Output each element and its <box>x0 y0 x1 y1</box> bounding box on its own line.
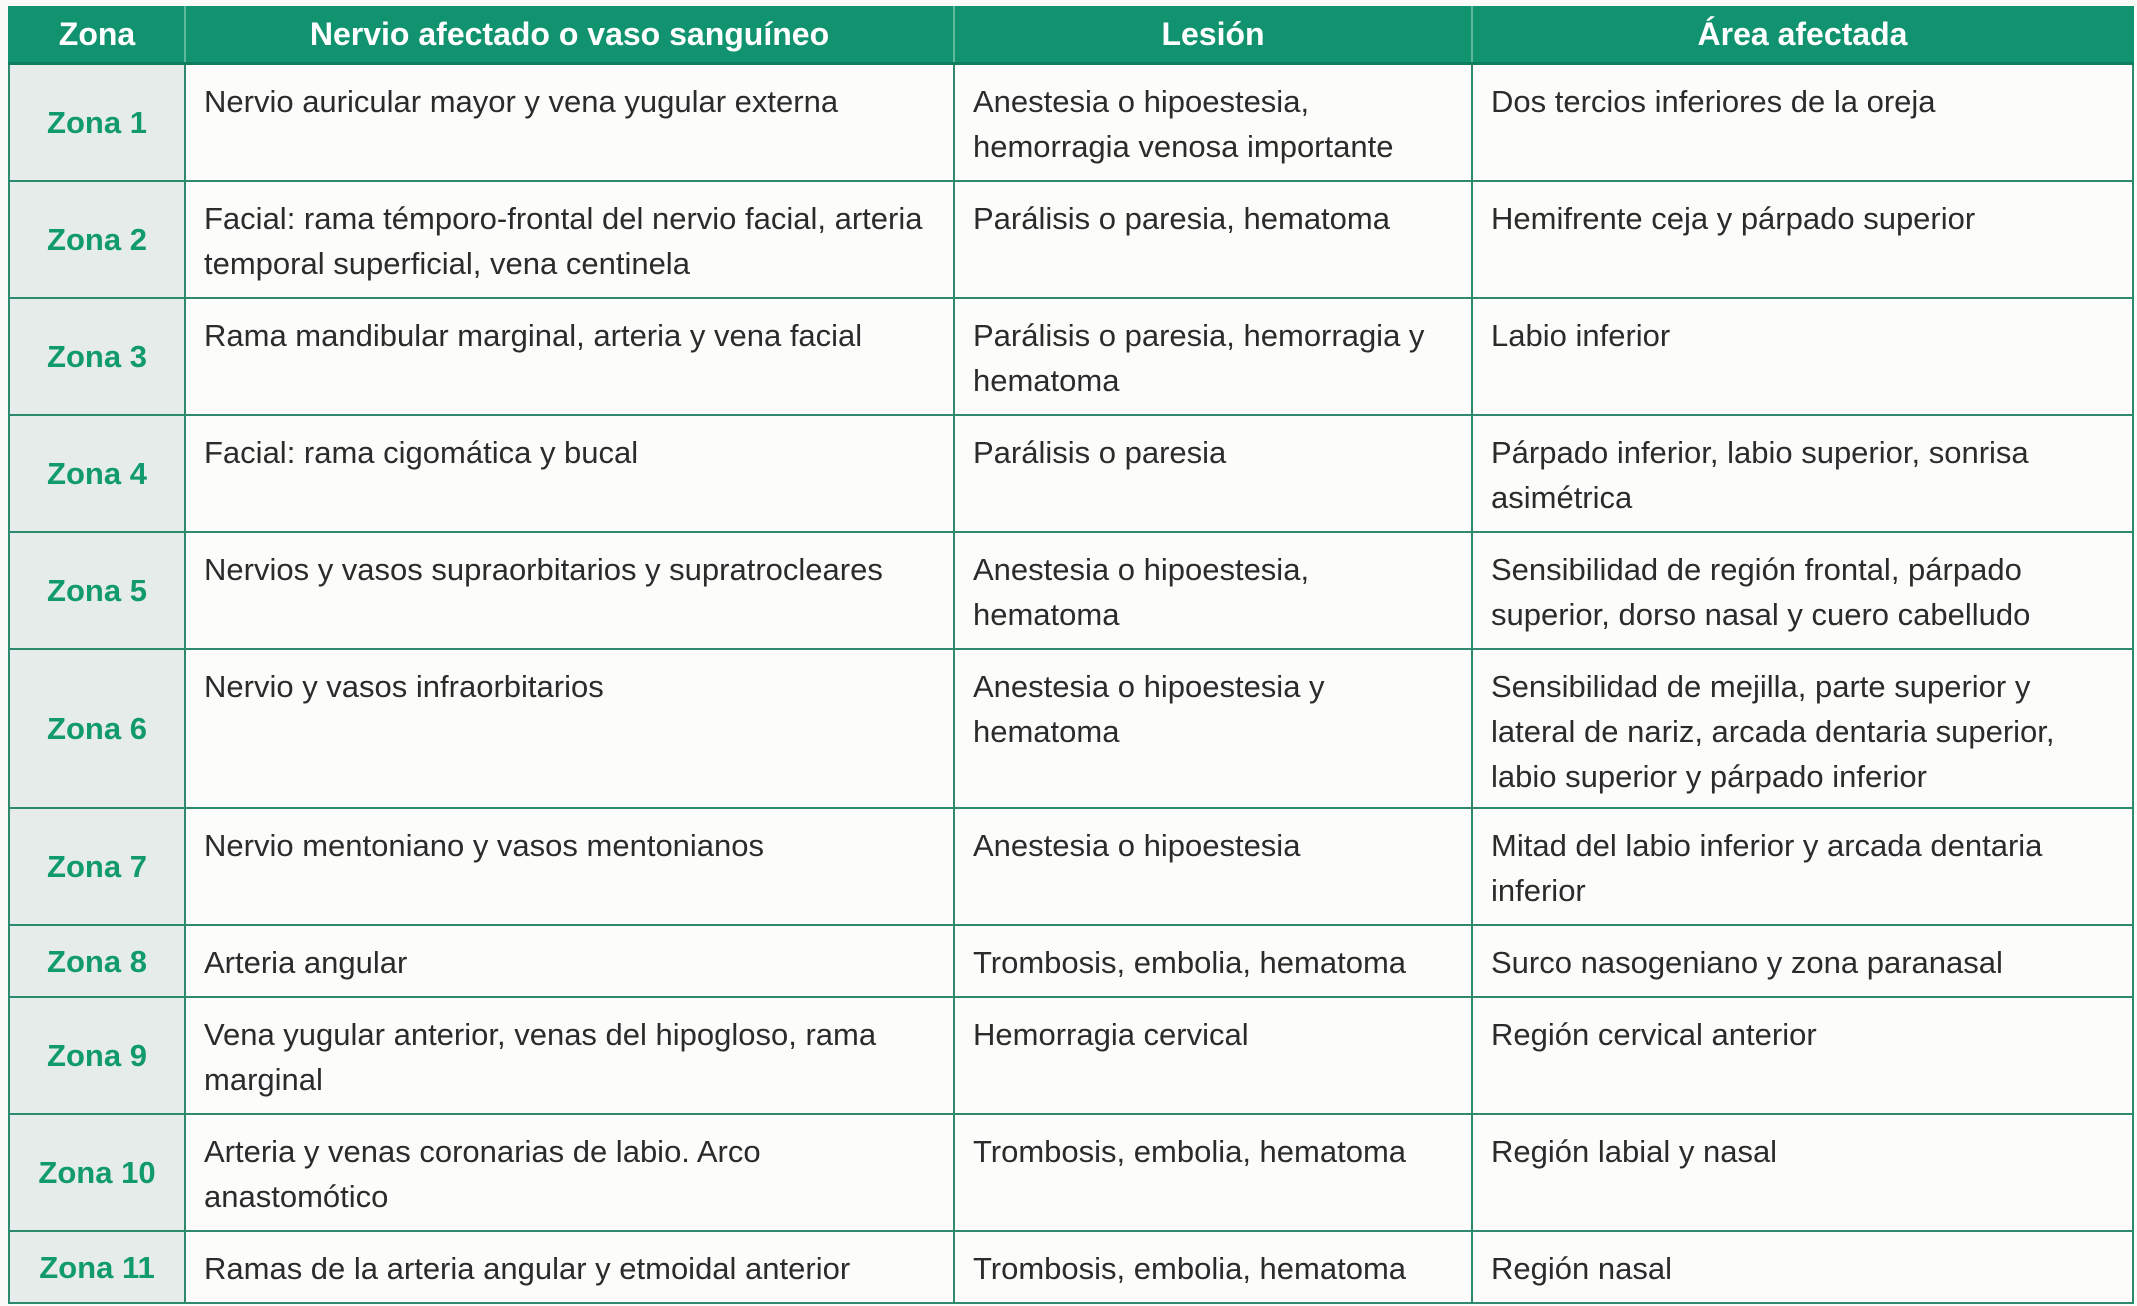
zone-label: Zona 8 <box>9 925 185 997</box>
nerve-cell: Ramas de la arteria angular y etmoidal anterior <box>185 1231 954 1303</box>
table-row <box>9 415 2133 532</box>
area-cell: Hemifrente ceja y párpado superior <box>1472 181 2133 298</box>
lesion-cell: Anestesia o hipoestesia <box>954 808 1472 925</box>
zone-label: Zona 7 <box>9 808 185 925</box>
zone-label: Zona 10 <box>9 1114 185 1231</box>
zone-label: Zona 2 <box>9 181 185 298</box>
table-row <box>9 1114 2133 1231</box>
table-row <box>9 649 2133 808</box>
table-row <box>9 532 2133 649</box>
lesion-cell: Trombosis, embolia, hematoma <box>954 925 1472 997</box>
zone-label: Zona 3 <box>9 298 185 415</box>
nerve-cell: Nervio mentoniano y vasos mentonianos <box>185 808 954 925</box>
lesion-cell: Anestesia o hipoestesia y hematoma <box>954 649 1472 808</box>
header-area: Área afectada <box>1472 6 2133 64</box>
table-row <box>9 925 2133 997</box>
lesion-cell: Parálisis o paresia <box>954 415 1472 532</box>
nerve-cell: Arteria y venas coronarias de labio. Arco anastomótico <box>185 1114 954 1231</box>
nerve-cell: Nervio auricular mayor y vena yugular externa <box>185 64 954 182</box>
table-row <box>9 181 2133 298</box>
area-cell: Mitad del labio inferior y arcada dentaria inferior <box>1472 808 2133 925</box>
area-cell: Labio inferior <box>1472 298 2133 415</box>
header-lesion: Lesión <box>954 6 1472 64</box>
zones-table <box>8 6 2134 1304</box>
area-cell: Región labial y nasal <box>1472 1114 2133 1231</box>
zone-label: Zona 5 <box>9 532 185 649</box>
nerve-cell: Nervios y vasos supraorbitarios y supratrocleares <box>185 532 954 649</box>
table-body <box>9 64 2133 1304</box>
nerve-cell: Arteria angular <box>185 925 954 997</box>
table-row <box>9 64 2133 182</box>
header-row <box>9 6 2133 64</box>
area-cell: Sensibilidad de región frontal, párpado superior, dorso nasal y cuero cabelludo <box>1472 532 2133 649</box>
area-cell: Región cervical anterior <box>1472 997 2133 1114</box>
area-cell: Sensibilidad de mejilla, parte superior y lateral de nariz, arcada dentaria superior, labio superior y párpado inferior <box>1472 649 2133 808</box>
table-row <box>9 808 2133 925</box>
zone-label: Zona 1 <box>9 64 185 182</box>
lesion-cell: Trombosis, embolia, hematoma <box>954 1231 1472 1303</box>
lesion-cell: Parálisis o paresia, hematoma <box>954 181 1472 298</box>
nerve-cell: Nervio y vasos infraorbitarios <box>185 649 954 808</box>
zone-label: Zona 11 <box>9 1231 185 1303</box>
lesion-cell: Anestesia o hipoestesia, hematoma <box>954 532 1472 649</box>
lesion-cell: Parálisis o paresia, hemorragia y hematoma <box>954 298 1472 415</box>
table-row <box>9 997 2133 1114</box>
lesion-cell: Trombosis, embolia, hematoma <box>954 1114 1472 1231</box>
area-cell: Dos tercios inferiores de la oreja <box>1472 64 2133 182</box>
nerve-cell: Rama mandibular marginal, arteria y vena facial <box>185 298 954 415</box>
area-cell: Surco nasogeniano y zona paranasal <box>1472 925 2133 997</box>
area-cell: Párpado inferior, labio superior, sonrisa asimétrica <box>1472 415 2133 532</box>
table-header <box>9 6 2133 64</box>
zone-label: Zona 4 <box>9 415 185 532</box>
area-cell: Región nasal <box>1472 1231 2133 1303</box>
nerve-cell: Vena yugular anterior, venas del hipogloso, rama marginal <box>185 997 954 1114</box>
table-row <box>9 298 2133 415</box>
table-row <box>9 1231 2133 1303</box>
nerve-cell: Facial: rama cigomática y bucal <box>185 415 954 532</box>
lesion-cell: Anestesia o hipoestesia, hemorragia venosa importante <box>954 64 1472 182</box>
zone-label: Zona 6 <box>9 649 185 808</box>
header-nervio: Nervio afectado o vaso sanguíneo <box>185 6 954 64</box>
lesion-cell: Hemorragia cervical <box>954 997 1472 1114</box>
zone-label: Zona 9 <box>9 997 185 1114</box>
header-zona: Zona <box>9 6 185 64</box>
nerve-cell: Facial: rama témporo-frontal del nervio facial, arteria temporal superficial, vena centinela <box>185 181 954 298</box>
